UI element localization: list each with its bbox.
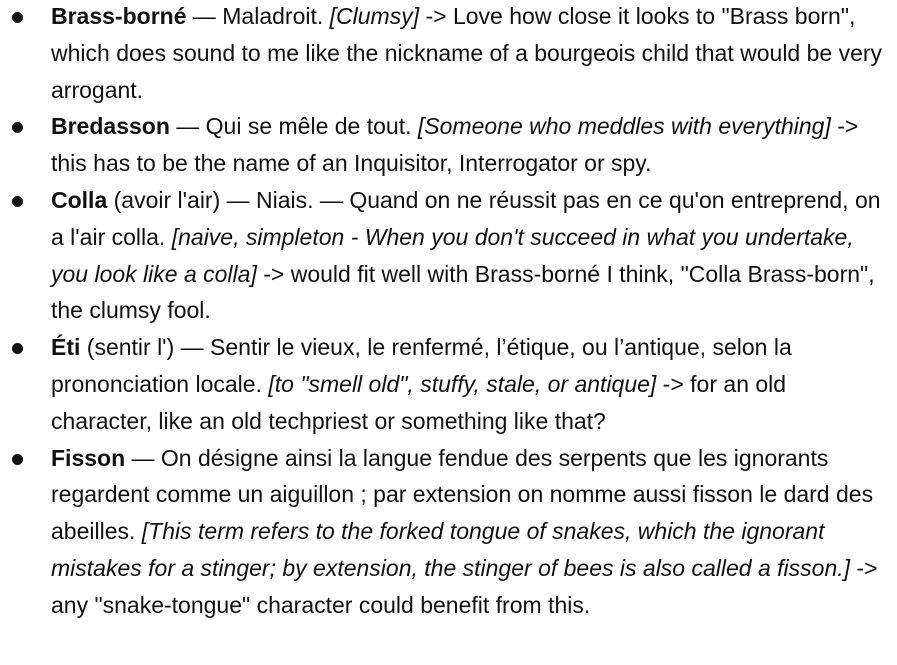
entry-translation: [naive, simpleton - When you don't succeed in what you undertake, you look like a colla] (51, 223, 854, 287)
entry-term: Fisson (51, 444, 126, 471)
list-item (0, 182, 897, 329)
entry-term: Éti (51, 334, 81, 361)
bullet-icon (12, 454, 23, 465)
bullet-icon (12, 122, 23, 133)
entry-translation: [Someone who meddles with everything] (417, 113, 831, 140)
entry-translation: [Clumsy] (329, 3, 420, 29)
list-item (0, 0, 897, 108)
list-item (0, 329, 897, 439)
entry-translation: [This term refers to the forked tongue of snakes, which the ignorant mistakes for a stinger; by extension, the stinger of bees is also called a fisson.] (51, 518, 851, 581)
list-item (0, 108, 897, 182)
entry-term: Brass-borné (51, 3, 187, 29)
bullet-icon (12, 343, 23, 354)
entry-definition: — Maladroit. (186, 3, 330, 29)
entry-qualifier: (avoir l'air) (107, 186, 221, 213)
entry-definition: — Sentir le vieux, le renfermé, l’étique, ou l’antique, selon la prononciation locale. (51, 334, 792, 397)
entry-qualifier: (sentir l') (80, 334, 175, 361)
entry-definition: — Niais. — Quand on ne réussit pas en ce qu'on entreprend, on a l'air colla. (51, 186, 881, 250)
entry-translation: [to "smell old", stuffy, stale, or antique] (268, 370, 657, 397)
bullet-icon (12, 196, 23, 207)
entry-definition: — On désigne ainsi la langue fendue des serpents que les ignorants regardent comme un aiguillon ; par extension on nomme aussi fisson le dard des abeilles. (51, 444, 874, 545)
entry-comment: -> Love how close it looks to "Brass born", which does sound to me like the nickname of a bourgeois child that would be very arrogant. (51, 3, 883, 103)
list-item (0, 440, 897, 624)
entry-comment: -> any "snake-tongue" character could benefit from this. (51, 554, 878, 618)
entry-comment: -> would fit well with Brass-borné I think, "Colla Brass-born", the clumsy fool. (51, 260, 875, 324)
entry-term: Bredasson (51, 113, 170, 140)
entry-term: Colla (51, 186, 108, 213)
entry-definition: — Qui se mêle de tout. (169, 113, 418, 140)
entry-comment: -> for an old character, like an old techpriest or something like that? (51, 370, 787, 434)
bullet-icon (12, 12, 23, 23)
entry-comment: -> this has to be the name of an Inquisitor, Interrogator or spy. (51, 113, 859, 177)
